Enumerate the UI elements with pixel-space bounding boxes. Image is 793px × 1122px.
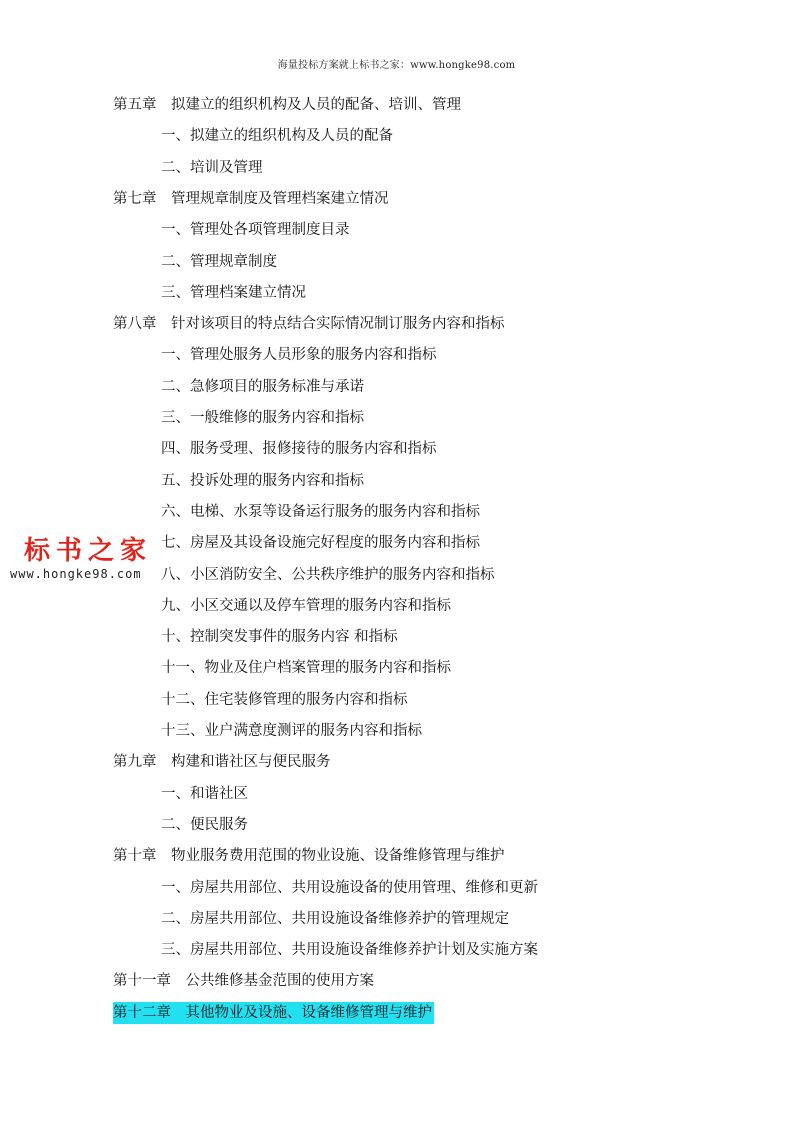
toc-entry-label: 二、管理规章制度 bbox=[161, 253, 277, 270]
toc-entry-label: 第七章 管理规章制度及管理档案建立情况 bbox=[113, 190, 389, 207]
toc-entry-label: 五、投诉处理的服务内容和指标 bbox=[161, 472, 364, 489]
watermark-logo bbox=[10, 536, 160, 582]
toc-entry-label: 第十二章 其他物业及设施、设备维修管理与维护 bbox=[113, 1002, 434, 1024]
toc-entry-label: 第五章 拟建立的组织机构及人员的配备、培训、管理 bbox=[113, 97, 461, 113]
toc-entry-label: 二、便民服务 bbox=[161, 816, 248, 833]
toc-entry-label: 第十一章 公共维修基金范围的使用方案 bbox=[113, 973, 374, 990]
toc-entry-label: 一、房屋共用部位、共用设施设备的使用管理、维修和更新 bbox=[161, 879, 538, 896]
toc-entry-label: 十、控制突发事件的服务内容 和指标 bbox=[161, 629, 398, 646]
toc-entry-label: 六、电梯、水泵等设备运行服务的服务内容和指标 bbox=[161, 503, 480, 520]
toc-entry-label: 一、管理处服务人员形象的服务内容和指标 bbox=[161, 347, 437, 364]
toc-entry-label: 一、管理处各项管理制度目录 bbox=[161, 222, 350, 239]
toc-entry-label: 第九章 构建和谐社区与便民服务 bbox=[113, 754, 331, 771]
toc-entry-label: 二、房屋共用部位、共用设施设备维修养护的管理规定 bbox=[161, 910, 509, 927]
toc-entry-label: 七、房屋及其设备设施完好程度的服务内容和指标 bbox=[161, 535, 480, 552]
toc-entry-label: 第八章 针对该项目的特点结合实际情况制订服务内容和指标 bbox=[113, 316, 505, 333]
toc-entry-label: 十三、业户满意度测评的服务内容和指标 bbox=[161, 723, 422, 739]
toc-entry-label: 第十章 物业服务费用范围的物业设施、设备维修管理与维护 bbox=[113, 848, 505, 865]
toc-entry-label: 十二、住宅装修管理的服务内容和指标 bbox=[161, 691, 408, 708]
toc-entry-label: 四、服务受理、报修接待的服务内容和指标 bbox=[161, 441, 437, 458]
toc-entry-label: 三、一般维修的服务内容和指标 bbox=[161, 410, 364, 426]
toc-entry-label: 八、小区消防安全、公共秩序维护的服务内容和指标 bbox=[161, 566, 495, 583]
toc-entry-label: 九、小区交通以及停车管理的服务内容和指标 bbox=[161, 597, 451, 614]
watermark-title: 标书之家 bbox=[24, 536, 153, 566]
toc-entry-label: 十一、物业及住户档案管理的服务内容和指标 bbox=[161, 660, 451, 677]
toc-entry-label: 一、拟建立的组织机构及人员的配备 bbox=[161, 128, 393, 145]
toc-entry-label: 三、房屋共用部位、共用设施设备维修养护计划及实施方案 bbox=[161, 942, 538, 959]
page-header: 海量投标方案就上标书之家：www.hongke98.com bbox=[277, 60, 516, 71]
toc-entry-label: 一、和谐社区 bbox=[161, 785, 248, 802]
toc-entry-label: 三、管理档案建立情况 bbox=[161, 284, 306, 301]
toc-entry-label: 二、急修项目的服务标准与承诺 bbox=[161, 378, 364, 395]
toc-entry-label: 二、培训及管理 bbox=[161, 159, 263, 176]
watermark-url: www.hongke98.com bbox=[10, 567, 142, 581]
